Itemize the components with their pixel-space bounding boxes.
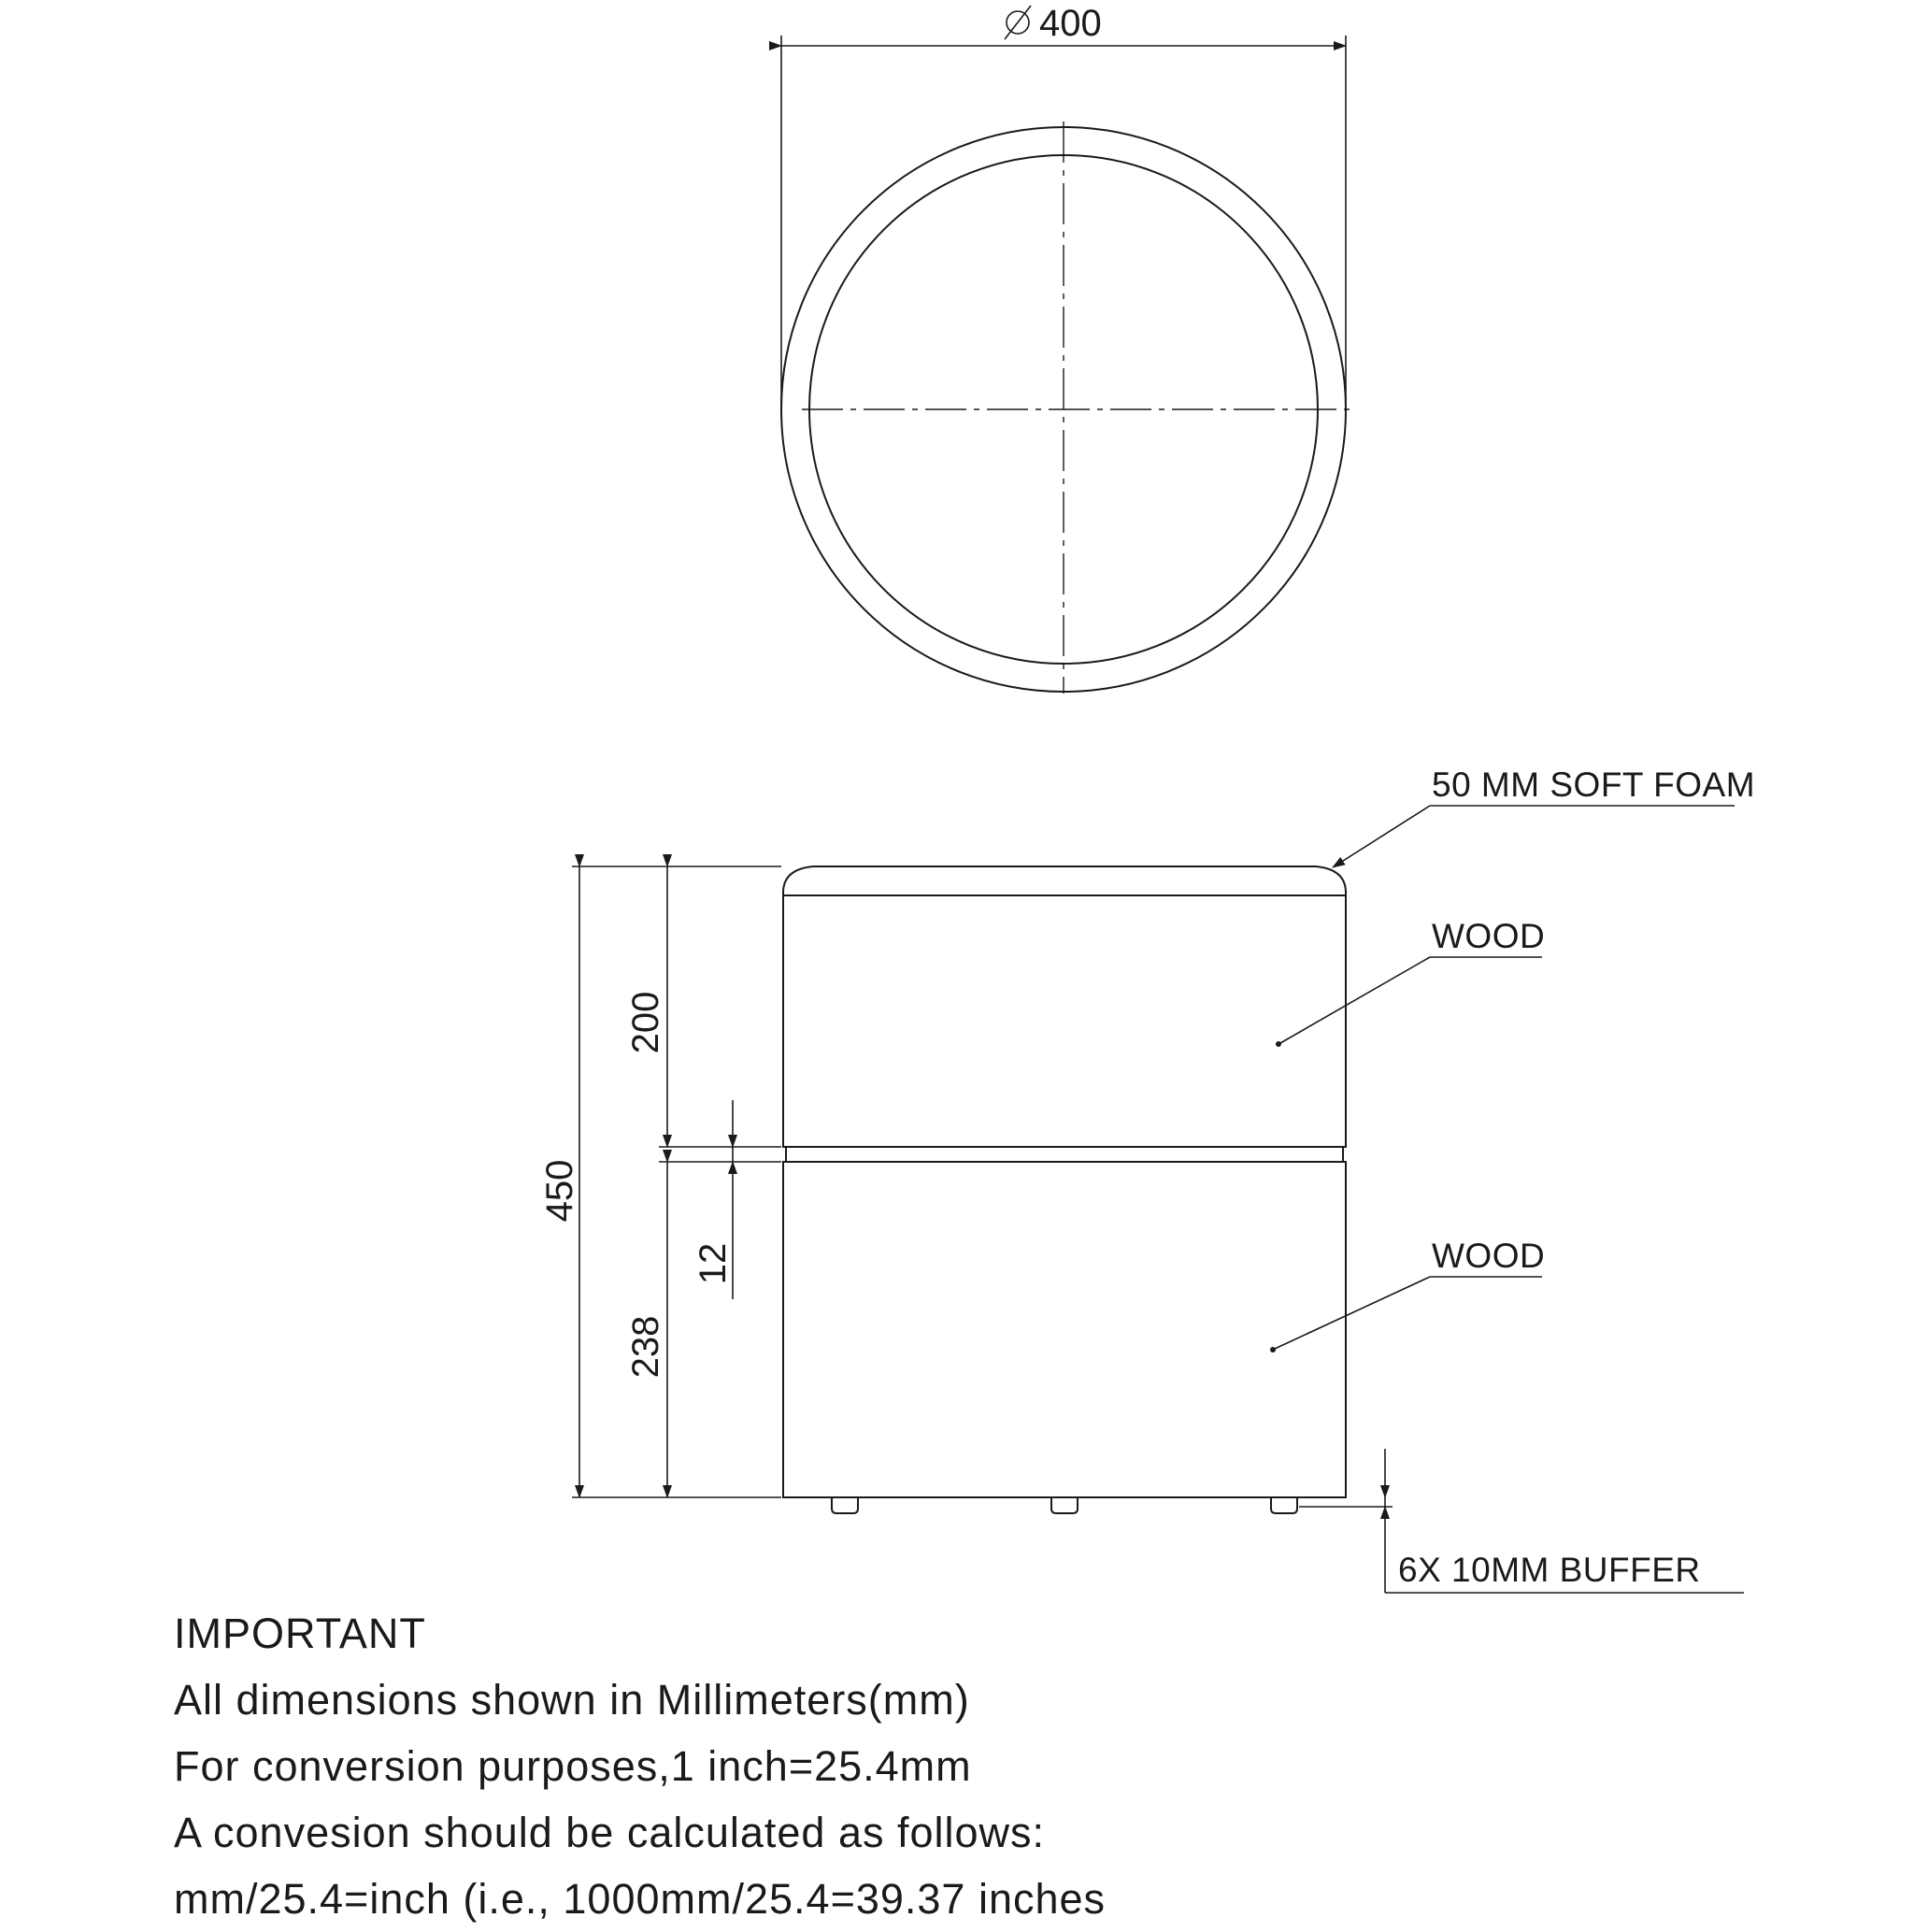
diameter-symbol-icon — [1005, 6, 1031, 39]
lower-wood-body — [783, 1162, 1346, 1497]
gap-band — [786, 1147, 1343, 1162]
upper-wood-body — [783, 895, 1346, 1147]
foam-callout-leader — [1333, 806, 1430, 867]
foam-cushion-top — [783, 866, 1346, 895]
top-view — [781, 3, 1351, 694]
buffer-foot — [832, 1497, 858, 1513]
notes-line: All dimensions shown in Millimeters(mm) — [174, 1676, 970, 1724]
diameter-label: 400 — [1039, 3, 1102, 44]
wood-upper-callout-label: WOOD — [1432, 917, 1546, 955]
wood-lower-callout-leader — [1275, 1277, 1430, 1349]
notes-line: A convesion should be calculated as follows: — [174, 1809, 1046, 1856]
notes-block — [174, 1600, 1856, 1932]
buffer-callout-label: 6X 10MM BUFFER — [1398, 1551, 1701, 1589]
wood-lower-callout-dot — [1270, 1347, 1276, 1352]
notes-line: mm/25.4=inch (i.e., 1000mm/25.4=39.37 inches — [174, 1875, 1107, 1923]
buffer-foot — [1051, 1497, 1078, 1513]
wood-lower-callout-label: WOOD — [1432, 1237, 1546, 1275]
dimension-lower-label: 238 — [625, 1315, 666, 1379]
foam-callout-label: 50 MM SOFT FOAM — [1432, 766, 1756, 804]
dimension-total-label: 450 — [539, 1159, 580, 1223]
notes-line: For conversion purposes,1 inch=25.4mm — [174, 1742, 972, 1790]
dimension-upper-label: 200 — [625, 991, 666, 1054]
wood-upper-callout-dot — [1276, 1041, 1281, 1047]
wood-upper-callout-leader — [1280, 957, 1430, 1043]
side-view — [539, 766, 1755, 1593]
dimension-gap-label: 12 — [693, 1242, 734, 1285]
notes-heading: IMPORTANT — [174, 1610, 426, 1657]
buffer-foot — [1271, 1497, 1297, 1513]
